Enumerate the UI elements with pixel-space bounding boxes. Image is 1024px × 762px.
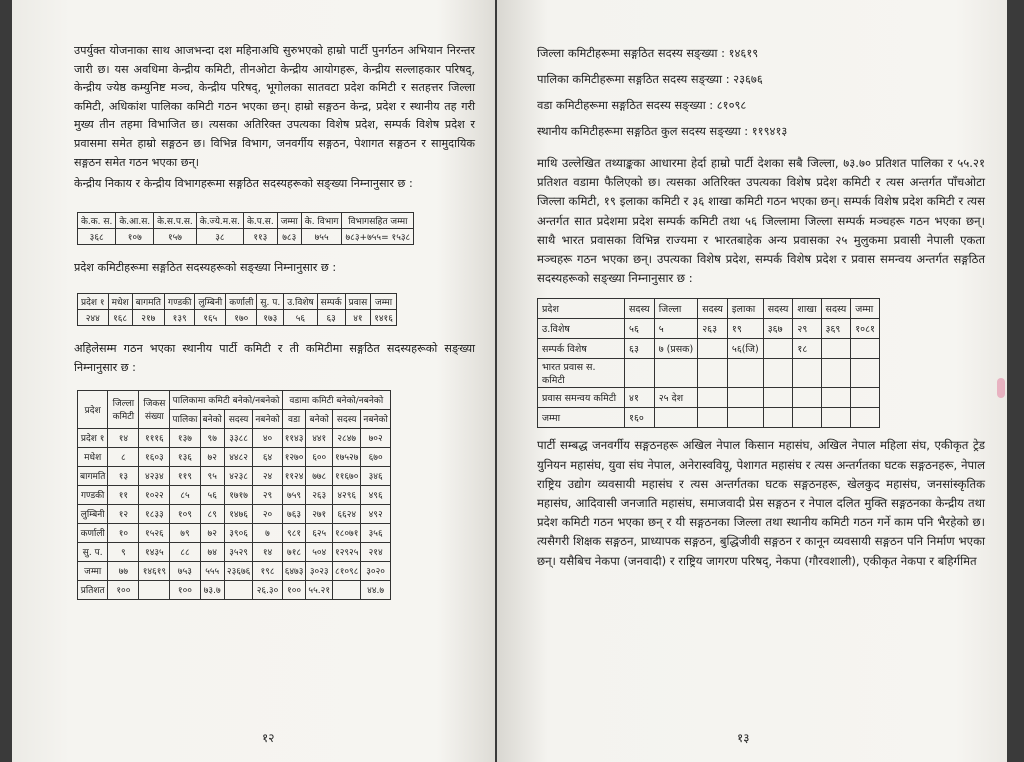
- table-row: [78, 447, 391, 466]
- table-header-cell: प्रदेश: [78, 390, 108, 428]
- table-cell: ११४३: [282, 428, 306, 447]
- table-cell: ९८१: [282, 523, 306, 542]
- table-header-cell: कर्णाली: [226, 294, 257, 310]
- table-cell: ७५५: [301, 228, 342, 244]
- table-cell: १७५२७: [333, 447, 361, 466]
- table-cell: [727, 408, 763, 428]
- table-cell: २९: [793, 319, 821, 339]
- table-header-cell: सम्पर्क: [317, 294, 345, 310]
- table-cell: १६८: [108, 310, 132, 326]
- table-cell: ३५६: [361, 523, 390, 542]
- table-cell: [763, 339, 793, 359]
- table-cell: ५०४: [306, 542, 333, 561]
- table-cell: १६०: [625, 408, 655, 428]
- table-header-cell: वडामा कमिटी बनेको/नबनेको: [282, 390, 390, 409]
- table-cell: ११: [108, 485, 139, 504]
- table-cell: [763, 388, 793, 408]
- table-cell: ७०२: [361, 428, 390, 447]
- table-row: [538, 388, 880, 408]
- page-number: १३: [737, 731, 750, 745]
- table-header-cell: विभागसहित जम्मा: [342, 212, 414, 228]
- table-cell: ३०२०: [361, 561, 390, 580]
- table-cell: ९७: [200, 428, 224, 447]
- table-cell: बागमति: [78, 466, 108, 485]
- table-cell: ६३: [317, 310, 345, 326]
- table-cell: २५ देश: [654, 388, 698, 408]
- table-cell: [763, 359, 793, 388]
- table-cell: १४: [253, 542, 282, 561]
- table-row: [78, 310, 397, 326]
- table-cell: १५२६: [139, 523, 170, 542]
- table-row: [78, 580, 391, 599]
- table-cell: ५५५: [200, 561, 224, 580]
- local-total-member-count: स्थानीय कमिटीहरूमा सङ्गठित कुल सदस्य सङ्ख्या : ११९४१३: [537, 124, 788, 138]
- table-cell: ८८: [170, 542, 200, 561]
- table-cell: ४२३४: [139, 466, 170, 485]
- table-cell: प्रतिशत: [78, 580, 108, 599]
- table-header-cell: सदस्य: [224, 409, 252, 428]
- table-cell: ३९०६: [224, 523, 252, 542]
- table-cell: ६२५: [306, 523, 333, 542]
- table-cell: २६.३०: [253, 580, 282, 599]
- table-header-cell: के.ज्ये.म.स.: [196, 212, 243, 228]
- table-cell: जम्मा: [538, 408, 625, 428]
- table-header-cell: के.स.प.स.: [154, 212, 197, 228]
- central-members-table: [77, 212, 414, 245]
- table-cell: १६५: [195, 310, 226, 326]
- table-cell: प्रदेश १: [78, 428, 108, 447]
- table-cell: ७: [253, 523, 282, 542]
- table-cell: १८०७१: [333, 523, 361, 542]
- table-cell: ७६३: [282, 504, 306, 523]
- table-cell: [625, 359, 655, 388]
- table-cell: ७५३: [170, 561, 200, 580]
- central-table-intro: केन्द्रीय निकाय र केन्द्रीय विभागहरूमा सङ्गठित सदस्यहरूको सङ्ख्या निम्नानुसार छ :: [74, 177, 413, 191]
- table-cell: १०: [108, 523, 139, 542]
- table-cell: [851, 359, 880, 388]
- table-cell: १९: [727, 319, 763, 339]
- table-row: [538, 359, 880, 388]
- table-cell: ३६९: [821, 319, 851, 339]
- table-cell: [224, 580, 252, 599]
- table-cell: ४०: [253, 428, 282, 447]
- table-cell: ७५९: [282, 485, 306, 504]
- table-header-cell: इलाका: [727, 299, 763, 319]
- table-header-cell: के.प.स.: [243, 212, 277, 228]
- table-cell: ५: [654, 319, 698, 339]
- table-cell: १८३३: [139, 504, 170, 523]
- table-header-cell: के.क. स.: [78, 212, 116, 228]
- special-table-body: [538, 319, 880, 428]
- table-cell: ७१८: [282, 542, 306, 561]
- special-province-table: [537, 298, 880, 428]
- table-header-cell: बागमति: [132, 294, 164, 310]
- table-cell: ६४: [253, 447, 282, 466]
- table-cell: ७२: [200, 447, 224, 466]
- table-header-cell: सदस्य: [763, 299, 793, 319]
- table-row: [78, 466, 391, 485]
- table-cell: [698, 388, 728, 408]
- table-cell: [763, 408, 793, 428]
- table-row: [78, 561, 391, 580]
- table-row: [538, 408, 880, 428]
- table-cell: १३: [108, 466, 139, 485]
- table-header-cell: जिल्ला कमिटी: [108, 390, 139, 428]
- table-row: [538, 339, 880, 359]
- table-cell: २८४७: [333, 428, 361, 447]
- table-cell: ४९६: [361, 485, 390, 504]
- table-cell: २०: [253, 504, 282, 523]
- table-cell: ८: [108, 447, 139, 466]
- table-cell: [698, 339, 728, 359]
- table-header-row: [78, 294, 397, 310]
- page-number: १२: [262, 731, 275, 745]
- right-paragraph-1: माथि उल्लेखित तथ्याङ्कका आधारमा हेर्दा हाम्रो पार्टी देशका सबै जिल्ला, ७३.७० प्रतिशत पालिका र ५५.२१ प्रतिशत वडामा फैलिएको छ। त्यसका अतिरिक्त उपत्यका विशेष प्रदेश कमिटी र त्यस अन्तर्गत पाँचओटा जिल्ला कमिटी, १९ इलाका कमिटी र ३६ शाखा कमिटी गठन भएका छन्। सम्पर्क विशेष प्रदेश कमिटी र त्यस अन्तर्गत सात प्रदेशमा प्रदेश सम्पर्क कमिटी तथा ५६ जिल्लामा जिल्ला सम्पर्क मञ्चहरू गठन भएका छन्। साथै भारत प्रवासका विभिन्न राज्यमा र भारतबाहेक अन्य प्रवासका २५ मुलुकमा प्रवासी नेपाली एकता मञ्चहरू गठन भएका छन्। उपत्यका विशेष प्रदेश, सम्पर्क विशेष प्रदेश र प्रवास समन्वय अन्तर्गत सङ्गठित सदस्यहरूको सङ्ख्या निम्नानुसार छ :: [537, 156, 985, 286]
- table-cell: ८५: [170, 485, 200, 504]
- table-cell: सम्पर्क विशेष: [538, 339, 625, 359]
- table-cell: ६६२४: [333, 504, 361, 523]
- table-header-cell: के. विभाग: [301, 212, 342, 228]
- table-cell: १३७: [170, 428, 200, 447]
- table-cell: ७३.७: [200, 580, 224, 599]
- table-header-cell: सदस्य: [625, 299, 655, 319]
- local-table-intro: अहिलेसम्म गठन भएका स्थानीय पार्टी कमिटी र ती कमिटीमा सङ्गठित सदस्यहरूको सङ्ख्या निम्नानुसार छ :: [74, 342, 475, 374]
- table-cell: [821, 408, 851, 428]
- table-cell: २९: [253, 485, 282, 504]
- table-header-cell: जम्मा: [277, 212, 301, 228]
- table-cell: १२: [108, 504, 139, 523]
- table-cell: [851, 408, 880, 428]
- table-header-cell: प्रदेश १: [78, 294, 109, 310]
- table-row: [78, 504, 391, 523]
- table-cell: २६३: [698, 319, 728, 339]
- table-cell: २१७: [132, 310, 164, 326]
- table-header-row: [78, 390, 391, 409]
- palika-member-count: पालिका कमिटीहरूमा सङ्गठित सदस्य सङ्ख्या : २३६७६: [537, 72, 763, 86]
- table-cell: ११९: [170, 466, 200, 485]
- table-cell: १११६: [139, 428, 170, 447]
- table-cell: १५७: [154, 228, 197, 244]
- table-cell: १०८१: [851, 319, 880, 339]
- table-cell: ७७: [108, 561, 139, 580]
- table-header-cell: सु. प.: [257, 294, 284, 310]
- table-cell: १०९: [170, 504, 200, 523]
- table-cell: [851, 339, 880, 359]
- table-cell: ६७०: [361, 447, 390, 466]
- table-cell: १००: [170, 580, 200, 599]
- table-header-cell: बनेको: [200, 409, 224, 428]
- table-cell: ३३८८: [224, 428, 252, 447]
- table-cell: १८: [793, 339, 821, 359]
- table-header-cell: सदस्य: [698, 299, 728, 319]
- table-cell: ३६८: [78, 228, 116, 244]
- table-cell: १६०३: [139, 447, 170, 466]
- table-cell: ११६७०: [333, 466, 361, 485]
- table-cell: [821, 339, 851, 359]
- table-header-cell: सदस्य: [821, 299, 851, 319]
- table-header-cell: मधेश: [108, 294, 132, 310]
- table-cell: १७०: [226, 310, 257, 326]
- table-cell: [727, 388, 763, 408]
- table-cell: २४: [253, 466, 282, 485]
- table-cell: १९८: [253, 561, 282, 580]
- ward-member-count: वडा कमिटीहरूमा सङ्गठित सदस्य सङ्ख्या : ८१०९८: [537, 98, 747, 112]
- province-table-intro: प्रदेश कमिटीहरूमा सङ्गठित सदस्यहरूको सङ्ख्या निम्नानुसार छ :: [74, 260, 337, 274]
- right-page: [497, 0, 1007, 762]
- table-cell: ९५: [200, 466, 224, 485]
- table-cell: ८९: [200, 504, 224, 523]
- table-cell: १४६१९: [139, 561, 170, 580]
- table-row: [78, 542, 391, 561]
- table-cell: ५६: [200, 485, 224, 504]
- table-row: [538, 319, 880, 339]
- table-cell: ३४६: [361, 466, 390, 485]
- table-header-cell: के.आ.स.: [116, 212, 154, 228]
- table-cell: १३६: [170, 447, 200, 466]
- table-cell: २४४: [78, 310, 109, 326]
- table-cell: कर्णाली: [78, 523, 108, 542]
- table-header-row: [78, 212, 414, 228]
- table-cell: ४९२: [361, 504, 390, 523]
- table-cell: ६३: [625, 339, 655, 359]
- table-header-row: [538, 299, 880, 319]
- table-cell: १००: [108, 580, 139, 599]
- table-cell: ८१०९८: [333, 561, 361, 580]
- table-cell: ६४७३: [282, 561, 306, 580]
- table-cell: ७८३: [277, 228, 301, 244]
- table-cell: सु. प.: [78, 542, 108, 561]
- table-cell: [654, 359, 698, 388]
- table-header-cell: बनेको: [306, 409, 333, 428]
- table-cell: ४१: [625, 388, 655, 408]
- table-row: [78, 485, 391, 504]
- table-cell: १४३५: [139, 542, 170, 561]
- table-row: [78, 228, 414, 244]
- table-cell: [851, 388, 880, 408]
- table-cell: १३९: [165, 310, 195, 326]
- table-cell: ३८: [196, 228, 243, 244]
- table-cell: [793, 359, 821, 388]
- table-cell: २७१: [306, 504, 333, 523]
- table-cell: ७८३+७५५= १५३८: [342, 228, 414, 244]
- table-cell: ५६: [625, 319, 655, 339]
- table-header-cell: लुम्बिनी: [195, 294, 226, 310]
- table-row: [78, 523, 391, 542]
- table-cell: जम्मा: [78, 561, 108, 580]
- table-header-cell: प्रवास: [345, 294, 371, 310]
- table-cell: ५६: [284, 310, 317, 326]
- left-paragraph-1: उपर्युक्त योजनाका साथ आजभन्दा दश महिनाअघि सुरुभएको हाम्रो पार्टी पुनर्गठन अभियान निरन्तर जारी छ। यस अवधिमा केन्द्रीय कमिटी, तीनओटा केन्द्रीय आयोगहरू, केन्द्रीय सल्लाहकार परिषद्, केन्द्रीय ज्येष्ठ कम्युनिष्ट मञ्च, केन्द्रीय परिषद्, भूगोलका सातवटा प्रदेश कमिटी र सतहत्तर जिल्ला कमिटी, अधिकांश पालिका कमिटी गठन भएका छन्। हाम्रो सङ्गठन केन्द्र, प्रदेश र स्थानीय तह गरी मुख्य तीन तहमा विभाजित छ। त्यसका अतिरिक्त उपत्यका विशेष प्रदेश, सम्पर्क विशेष प्रदेश र प्रवासमा समेत हाम्रो सङ्गठन छ। विभिन्न विभाग, जनवर्गीय सङ्गठन, पेशागत सङ्गठन र सामुदायिक सङ्गठन समेत गठन भएका छन्।: [74, 44, 475, 169]
- table-cell: ७७८: [306, 466, 333, 485]
- local-committees-table: [77, 390, 391, 600]
- table-cell: भारत प्रवास स. कमिटी: [538, 359, 625, 388]
- table-cell: ३०२३: [306, 561, 333, 580]
- table-cell: ४४८२: [224, 447, 252, 466]
- table-cell: ७४: [200, 542, 224, 561]
- ink-mark: [997, 378, 1005, 398]
- table-cell: लुम्बिनी: [78, 504, 108, 523]
- table-cell: [793, 388, 821, 408]
- table-header-cell: जम्मा: [851, 299, 880, 319]
- table-cell: १०७: [116, 228, 154, 244]
- table-cell: ७९: [170, 523, 200, 542]
- table-cell: [821, 359, 851, 388]
- table-header-cell: शाखा: [793, 299, 821, 319]
- table-cell: [698, 359, 728, 388]
- table-cell: गण्डकी: [78, 485, 108, 504]
- table-cell: २१४: [361, 542, 390, 561]
- table-cell: ५५.२१: [306, 580, 333, 599]
- table-cell: ४२९६: [333, 485, 361, 504]
- table-header-cell: जिल्ला: [654, 299, 698, 319]
- district-member-count: जिल्ला कमिटीहरूमा सङ्गठित सदस्य सङ्ख्या : १४६१९: [537, 46, 759, 60]
- table-header-cell: पालिकामा कमिटी बनेको/नबनेको: [170, 390, 282, 409]
- table-cell: [654, 408, 698, 428]
- table-cell: ४१: [345, 310, 371, 326]
- table-cell: [333, 580, 361, 599]
- table-cell: ७२: [200, 523, 224, 542]
- table-cell: १४१६: [371, 310, 397, 326]
- table-cell: १००: [282, 580, 306, 599]
- table-cell: २६३: [306, 485, 333, 504]
- table-header-cell: प्रदेश: [538, 299, 625, 319]
- province-members-table: [77, 293, 397, 326]
- left-page: [12, 0, 495, 762]
- table-cell: [139, 580, 170, 599]
- table-cell: १४: [108, 428, 139, 447]
- table-header-cell: वडा: [282, 409, 306, 428]
- table-cell: प्रवास समन्वय कमिटी: [538, 388, 625, 408]
- table-cell: [727, 359, 763, 388]
- table-cell: ४४१: [306, 428, 333, 447]
- table-cell: १२७०: [282, 447, 306, 466]
- table-cell: १२९२५: [333, 542, 361, 561]
- table-cell: [821, 388, 851, 408]
- table-cell: ३५२९: [224, 542, 252, 561]
- table-cell: ९: [108, 542, 139, 561]
- table-cell: ४२३८: [224, 466, 252, 485]
- table-cell: [698, 408, 728, 428]
- table-cell: १७१७: [224, 485, 252, 504]
- table-cell: १०२२: [139, 485, 170, 504]
- table-cell: ४४.७: [361, 580, 390, 599]
- table-header-cell: नबनेको: [253, 409, 282, 428]
- table-header-cell: जम्मा: [371, 294, 397, 310]
- table-row: [78, 428, 391, 447]
- table-cell: १४७६: [224, 504, 252, 523]
- table-cell: ३६७: [763, 319, 793, 339]
- right-paragraph-2: पार्टी सम्बद्ध जनवर्गीय सङ्गठनहरू अखिल नेपाल किसान महासंघ, अखिल नेपाल महिला संघ, एकीकृत ट्रेड युनियन महासंघ, युवा संघ नेपाल, अनेरास्ववियू, पेशागत महासंघ र त्यस अन्तर्गतका घटक सङ्गठनहरू, नेपाल राष्ट्रिय उद्योग व्यवसायी महासंघ र त्यस अन्तर्गतका घटक सङ्गठनहरू, खेलकुद महासंघ, जनसांस्कृतिक महासंघ, आदिवासी जनजाति महासंघ, समाजवादी प्रेस सङ्गठन र नेपाल दलित मुक्ति सङ्गठनका केन्द्रीय तथा प्रदेश कमिटी गठन भएका छन् र यी सङ्गठनका जिल्ला तथा स्थानीय कमिटी गठन गर्ने काम पनि भैरहेको छ। त्यसैगरी शिक्षक सङ्गठन, प्राध्यापक सङ्गठन, बुद्धिजीवी सङ्गठन र कानून व्यवसायी सङ्गठन पनि निर्माण भएका छन्। यसैबिच नेकपा (जनवादी) र राष्ट्रिय जागरण परिषद्, नेकपा (गौरवशाली), एकीकृत नेकपा र बहिर्गमित: [537, 438, 985, 568]
- table-header-cell: पालिका: [170, 409, 200, 428]
- table-cell: मधेश: [78, 447, 108, 466]
- table-cell: ११२४: [282, 466, 306, 485]
- table-cell: ५६(जि): [727, 339, 763, 359]
- table-cell: उ.विशेष: [538, 319, 625, 339]
- local-table-body: [78, 428, 391, 599]
- table-header-cell: सदस्य: [333, 409, 361, 428]
- table-cell: १७३: [257, 310, 284, 326]
- table-cell: २३६७६: [224, 561, 252, 580]
- table-header-cell: जिकस संख्या: [139, 390, 170, 428]
- table-cell: ६००: [306, 447, 333, 466]
- table-header-cell: नबनेको: [361, 409, 390, 428]
- table-cell: ११३: [243, 228, 277, 244]
- table-cell: [793, 408, 821, 428]
- table-header-cell: गण्डकी: [165, 294, 195, 310]
- table-header-cell: उ.विशेष: [284, 294, 317, 310]
- table-cell: ७ (प्रसक): [654, 339, 698, 359]
